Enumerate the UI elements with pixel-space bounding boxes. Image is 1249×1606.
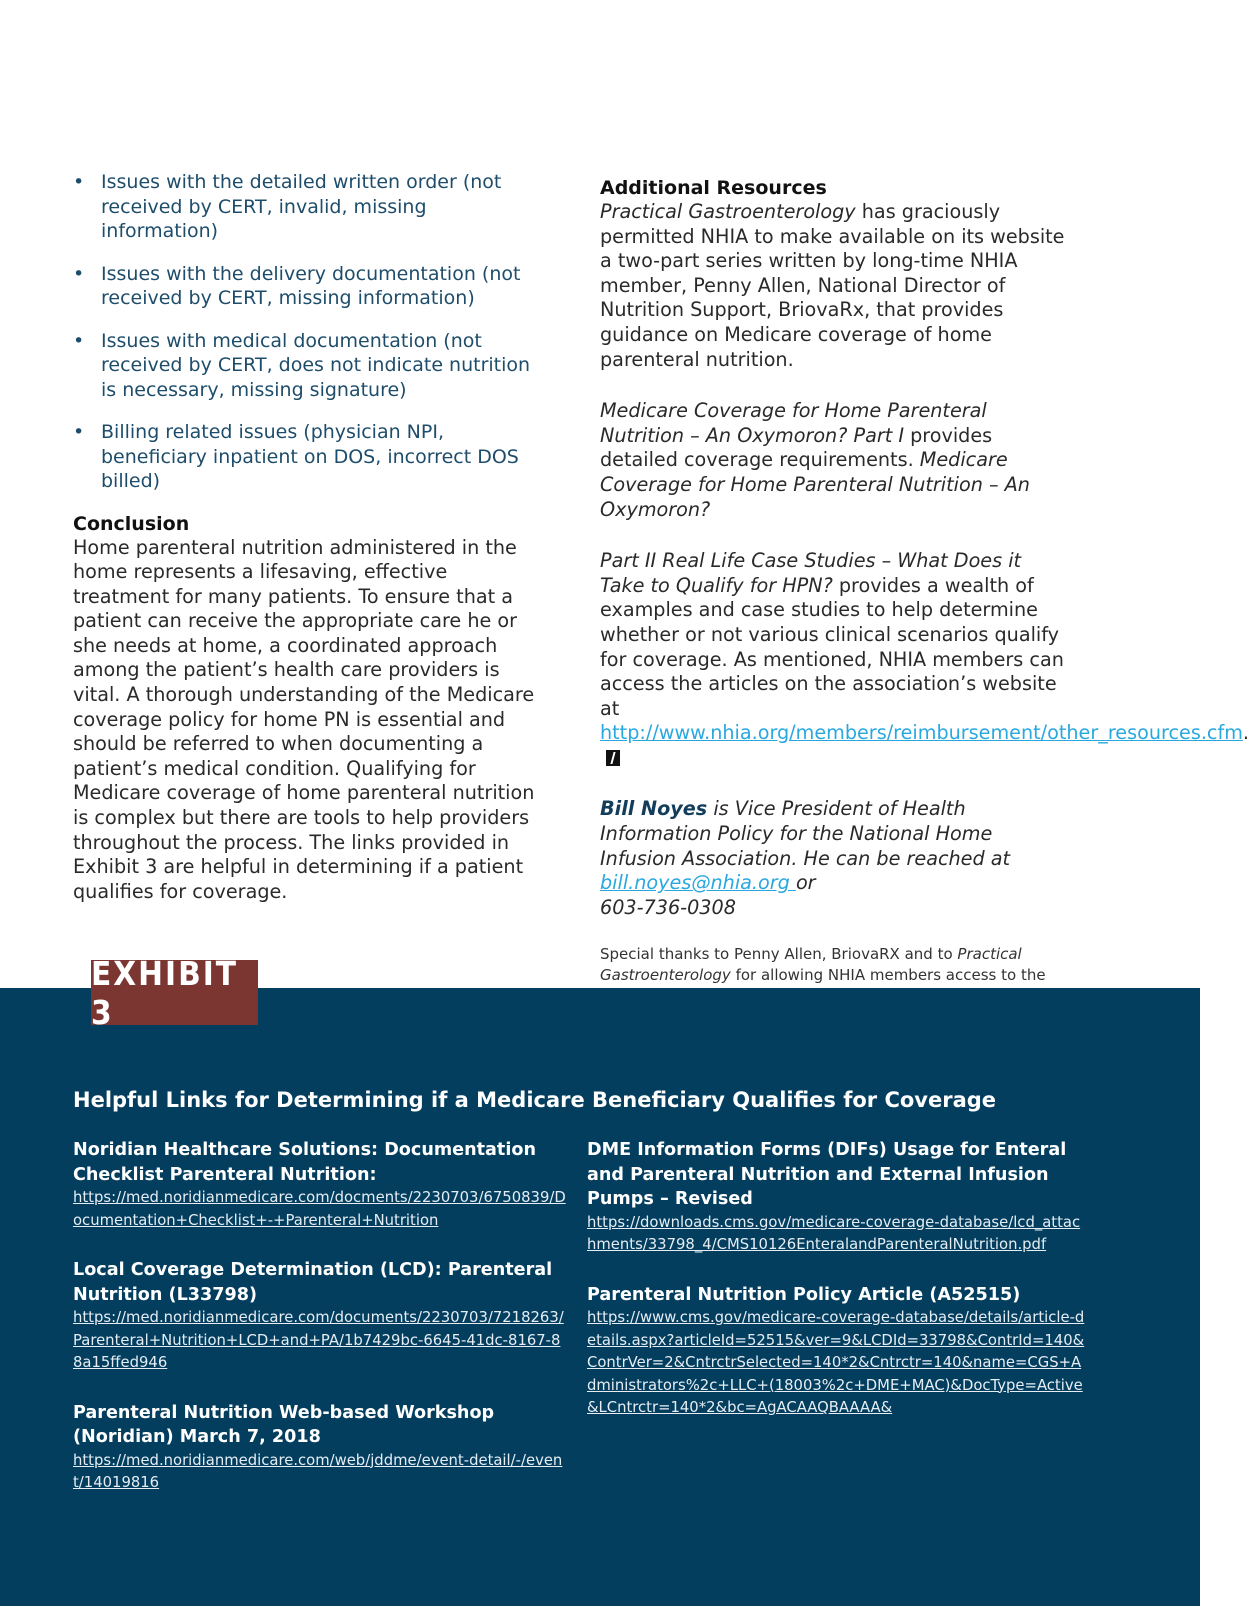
additional-resources-heading: Additional Resources	[600, 177, 827, 199]
exhibit-title: Helpful Links for Determining if a Medicare Beneficiary Qualifies for Coverage	[73, 1088, 997, 1112]
list-item-text: Issues with the delivery documentation (not received by CERT, missing information)	[101, 262, 521, 309]
author-name: Bill Noyes	[600, 797, 708, 821]
article-title-part-2: Medicare Coverage for Home Parenteral Nutrition – An Oxymoron?	[600, 448, 1030, 521]
exhibit-link-title: Local Coverage Determination (LCD): Parenteral Nutrition (L33798)	[73, 1260, 553, 1305]
publication-title: Practical Gastroenterology	[600, 200, 856, 223]
resources-paragraph-2	[600, 399, 1070, 522]
exhibit-link-url[interactable]: https://med.noridianmedicare.com/docments/2230703/6750839/Documentation+Checklist+-+Parenteral+Nutrition	[73, 1189, 566, 1229]
paragraph-text: provides detailed coverage requirements.	[600, 423, 993, 472]
exhibit-link-url[interactable]: https://www.cms.gov/medicare-coverage-database/details/article-details.aspx?articleId=52515&ver=9&LCDId=33798&ContrId=140&ContrVer=2&CntrctrSelected=140*2&Cntrctr=140&name=CGS+Administrators%2c+LLC+(18003%2c+DME+MAC)&DocType=Active&LCntrctr=140*2&bc=AgACAAQBAAAA&	[587, 1309, 1085, 1416]
bullet-icon: •	[73, 421, 85, 443]
acknowledgement-text: for allowing NHIA members access to the	[730, 965, 1046, 984]
exhibit-left-column	[73, 1138, 568, 1521]
list-item-text: Billing related issues (physician NPI, beneficiary inpatient on DOS, incorrect DOS billed)	[101, 421, 519, 492]
bullet-icon: •	[73, 262, 85, 285]
list-item-text: Issues with medical documentation (not received by CERT, does not indicate nutrition is necessary, missing signature)	[101, 329, 531, 401]
exhibit-link-url[interactable]: https://med.noridianmedicare.com/web/jddme/event-detail/-/event/14019816	[73, 1451, 563, 1491]
exhibit-link-url[interactable]: https://med.noridianmedicare.com/documents/2230703/7218263/Parenteral+Nutrition+LCD+and+PA/1b7429bc-6645-41dc-8167-88a15ffed946	[73, 1309, 564, 1371]
resources-paragraph-1	[600, 200, 1070, 372]
acknowledgement-text: Special thanks to Penny Allen, BriovaRX and to	[600, 945, 958, 964]
exhibit-link-title: Parenteral Nutrition Policy Article (A52515)	[587, 1284, 1021, 1305]
conclusion-paragraph: Home parenteral nutrition administered in the home represents a lifesaving, effective treatment for many patients. To ensure that a patient can receive the appropriate care he or she needs at home, a coordinated approach among the patient’s health care providers is vital. A thorough understanding of the Medicare coverage policy for home PN is essential and should be referred to when documenting a patient’s medical condition. Qualifying for Medicare coverage of home parenteral nutrition is complex but there are tools to help providers throughout the process. The links provided in Exhibit 3 are helpful in determining if a patient qualifies for coverage.	[73, 535, 535, 903]
author-phone: 603-736-0308	[600, 895, 736, 919]
list-item	[73, 329, 543, 403]
bullet-icon: •	[73, 329, 85, 352]
author-bio	[600, 797, 1070, 920]
exhibit-link-item	[73, 1138, 568, 1232]
exhibit-link-title: Noridian Healthcare Solutions: Documentation Checklist Parenteral Nutrition:	[73, 1140, 536, 1185]
bullet-icon: •	[73, 171, 85, 193]
list-item	[73, 262, 543, 311]
issues-list	[73, 170, 543, 494]
nhia-resources-link[interactable]: http://www.nhia.org/members/reimbursement/other_resources.cfm	[600, 721, 1243, 745]
resources-paragraph-3	[600, 549, 1249, 770]
exhibit-label: EXHIBIT 3	[91, 960, 258, 1025]
end-of-article-icon	[606, 750, 620, 766]
author-bio-text-or: or	[795, 871, 816, 895]
list-item-text: Issues with the detailed written order (not received by CERT, invalid, missing information)	[101, 171, 502, 242]
acknowledgement-publication: Practical Gastroenterology	[600, 945, 1022, 984]
exhibit-link-title: Parenteral Nutrition Web-based Workshop (Noridian) March 7, 2018	[73, 1402, 495, 1447]
exhibit-link-item	[73, 1401, 568, 1495]
exhibit-link-item	[73, 1258, 568, 1375]
list-item	[73, 170, 543, 244]
exhibit-link-title: DME Information Forms (DIFs) Usage for Enteral and Parenteral Nutrition and External Infusion Pumps – Revised	[587, 1140, 1067, 1209]
right-column	[600, 176, 1249, 1026]
conclusion-heading: Conclusion	[73, 512, 190, 535]
article-title-part-1: Medicare Coverage for Home Parenteral Nutrition – An Oxymoron? Part I	[600, 399, 987, 447]
paragraph-text: provides a wealth of examples and case studies to help determine whether or not various clinical scenarios qualify for coverage. As mentioned, NHIA members can access the articles on the association’s website at	[600, 573, 1064, 720]
left-column	[73, 170, 543, 904]
author-bio-text: is Vice President of Health Information Policy for the National Home Infusion Association. He can be reached at	[600, 797, 1011, 870]
exhibit-link-item	[587, 1138, 1087, 1257]
exhibit-right-column	[587, 1138, 1087, 1446]
paragraph-end: .	[1242, 721, 1249, 745]
exhibit-link-item	[587, 1283, 1087, 1420]
article-subtitle: Part II Real Life Case Studies – What Does it Take to Qualify for HPN?	[600, 549, 1022, 597]
author-email-link[interactable]: bill.noyes@nhia.org	[600, 871, 796, 895]
paragraph-text: has graciously permitted NHIA to make available on its website a two-part series written by long-time NHIA member, Penny Allen, National Director of Nutrition Support, BriovaRx, that provides guidance on Medicare coverage of home parenteral nutrition.	[600, 200, 1065, 371]
exhibit-link-url[interactable]: https://downloads.cms.gov/medicare-coverage-database/lcd_attachments/33798_4/CMS10126EnteralandParenteralNutrition.pdf	[587, 1213, 1081, 1253]
list-item	[73, 420, 543, 494]
